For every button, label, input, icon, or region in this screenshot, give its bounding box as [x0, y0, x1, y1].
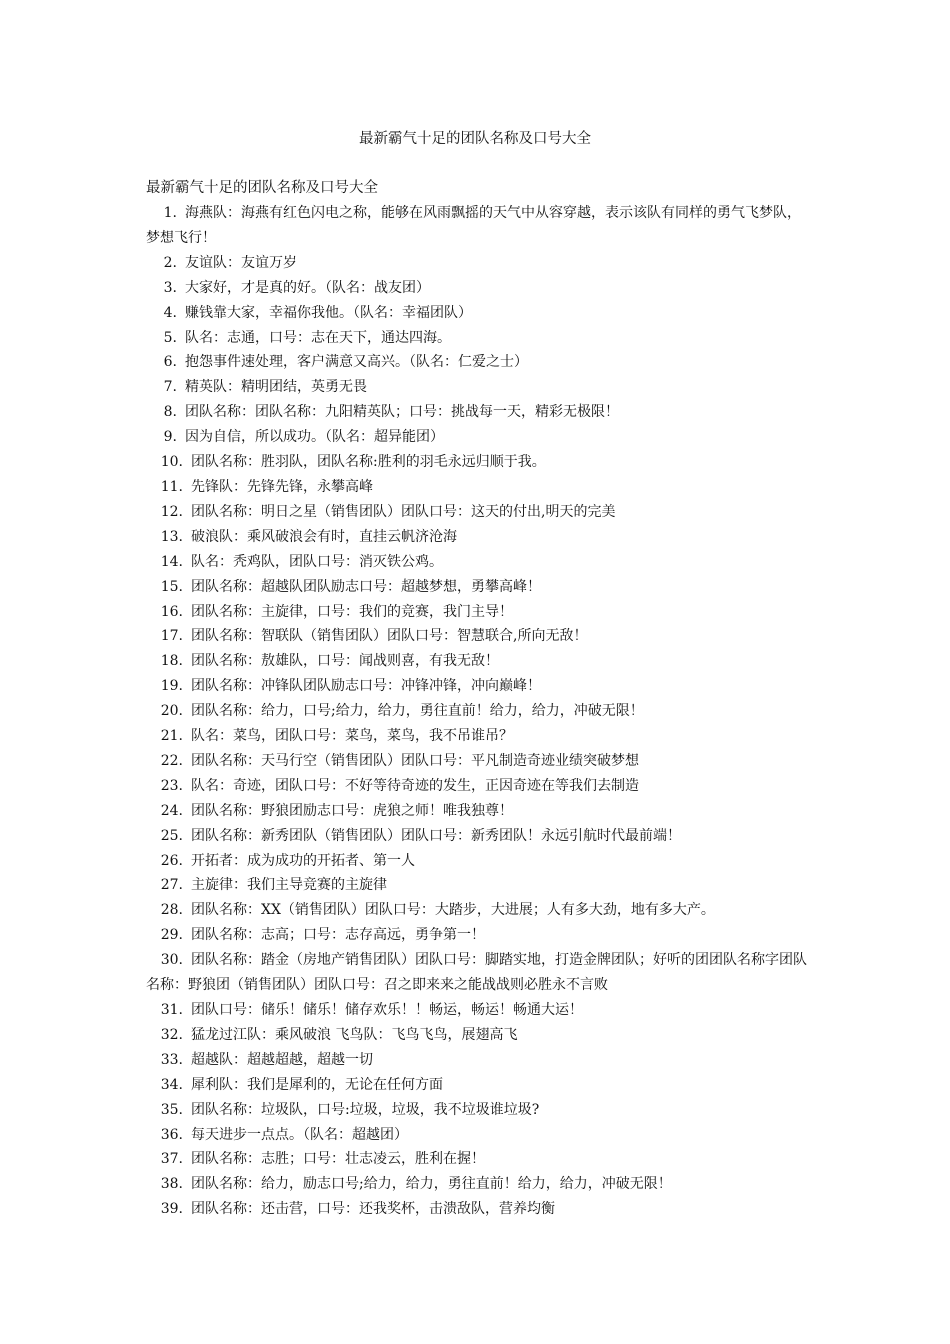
- list-item-number: 19.: [160, 678, 183, 695]
- list-item: [146, 1098, 811, 1123]
- list-item: [146, 699, 811, 724]
- list-item: [146, 600, 811, 625]
- list-item-number: 4.: [163, 304, 177, 321]
- list-item-number: 10.: [160, 454, 183, 471]
- list-item-number: 6.: [163, 354, 177, 371]
- list-item-number: 8.: [163, 404, 177, 421]
- list-item: [146, 624, 811, 649]
- list-item-text: 大家好，才是真的好。（队名：战友团）: [185, 279, 430, 296]
- list-item: [146, 1172, 811, 1197]
- list-item-text: 每天进步一点点。（队名：超越团）: [191, 1126, 408, 1143]
- list-item-text: 队名：奇迹，团队口号：不好等待奇迹的发生，正因奇迹在等我们去制造: [191, 777, 639, 794]
- list-item-text: 团队名称：新秀团队（销售团队）团队口号：新秀团队！永远引航时代最前端！: [191, 827, 681, 844]
- list-item: [146, 575, 811, 600]
- list-item-text: 猛龙过江队：乘风破浪 飞鸟队：飞鸟飞鸟，展翅高飞: [191, 1026, 518, 1043]
- list-item: [146, 649, 811, 674]
- list-item-number: 12.: [160, 503, 183, 520]
- list-item: [146, 301, 811, 326]
- list-item-number: 16.: [160, 603, 183, 620]
- list-item-text: 赚钱靠大家，幸福你我他。（队名：幸福团队）: [185, 304, 472, 321]
- list-item-text: 抱怨事件速处理，客户满意又高兴。（队名：仁爱之士）: [185, 354, 528, 371]
- list-item: [146, 550, 811, 575]
- list-item-number: 34.: [160, 1076, 183, 1093]
- list-item-text: 主旋律：我们主导竞赛的主旋律: [191, 877, 387, 894]
- list-item-text: 团队名称：给力，励志口号;给力，给力，勇往直前！给力，给力，冲破无限！: [191, 1176, 672, 1193]
- list-item-text: 团队名称：志胜；口号：壮志凌云，胜利在握！: [191, 1151, 485, 1168]
- slogan-list: [146, 201, 811, 1222]
- list-item: [146, 350, 811, 375]
- list-item-number: 20.: [160, 703, 183, 720]
- list-item-text: 队名：菜鸟，团队口号：菜鸟，菜鸟，我不吊谁吊？: [191, 728, 513, 745]
- list-item-number: 21.: [160, 728, 183, 745]
- list-item-number: 33.: [160, 1051, 183, 1068]
- list-item-text: 团队名称：超越队团队励志口号：超越梦想，勇攀高峰！: [191, 578, 541, 595]
- list-item: [146, 799, 811, 824]
- list-item-number: 38.: [160, 1176, 183, 1193]
- list-item-text: 精英队：精明团结，英勇无畏: [185, 379, 367, 396]
- list-item-text: 团队名称：胜羽队，团队名称:胜利的羽毛永远归顺于我。: [191, 454, 546, 471]
- list-item-text: 团队名称：踏金（房地产销售团队）团队口号：脚踏实地，打造金牌团队；好听的团团队名称字团队名称：野狼团（销售团队）团队口号：召之即来来之能战战则必胜永不言败: [146, 952, 807, 994]
- list-item-number: 22.: [160, 752, 183, 769]
- list-item-number: 36.: [160, 1126, 183, 1143]
- list-item-text: 团队名称：给力，口号;给力，给力，勇往直前！给力，给力，冲破无限！: [191, 703, 644, 720]
- list-item-number: 35.: [160, 1101, 183, 1118]
- list-item-text: 友谊队：友谊万岁: [185, 254, 297, 271]
- list-item: [146, 749, 811, 774]
- list-item-number: 13.: [160, 528, 183, 545]
- list-item: [146, 375, 811, 400]
- list-item-number: 30.: [160, 952, 183, 969]
- list-item-number: 15.: [160, 578, 183, 595]
- list-item-number: 18.: [160, 653, 183, 670]
- list-item-text: 团队名称：敖雄队，口号：闻战则喜，有我无敌！: [191, 653, 499, 670]
- list-item: [146, 873, 811, 898]
- list-item-text: 团队口号：储乐！储乐！储存欢乐！！畅运，畅运！畅通大运！: [191, 1002, 583, 1018]
- list-item: [146, 201, 811, 251]
- list-item: [146, 1197, 811, 1222]
- list-item-text: 海燕队：海燕有红色闪电之称，能够在风雨飘摇的天气中从容穿越，表示该队有同样的勇气飞梦队，梦想飞行！: [146, 205, 801, 246]
- list-item-number: 39.: [160, 1201, 183, 1218]
- list-item-number: 37.: [160, 1151, 183, 1168]
- list-item-text: 团队名称：天马行空（销售团队）团队口号：平凡制造奇迹业绩突破梦想: [191, 752, 639, 769]
- list-item: [146, 251, 811, 276]
- list-item: [146, 1147, 811, 1172]
- list-item: [146, 450, 811, 475]
- list-item-number: 26.: [160, 852, 183, 869]
- list-item: [146, 898, 811, 923]
- list-item-number: 27.: [160, 877, 183, 894]
- list-item-number: 7.: [163, 379, 177, 396]
- list-item: [146, 674, 811, 699]
- list-item: [146, 500, 811, 525]
- list-item-text: 团队名称：XX（销售团队）团队口号：大踏步，大进展；人有多大劲，地有多大产。: [191, 902, 715, 919]
- list-item-text: 队名：志通，口号：志在天下，通达四海。: [185, 329, 451, 346]
- list-item: [146, 849, 811, 874]
- list-item-number: 28.: [160, 902, 183, 919]
- list-item-text: 团队名称：智联队（销售团队）团队口号：智慧联合,所向无敌！: [191, 628, 588, 645]
- list-item: [146, 276, 811, 301]
- list-item: [146, 525, 811, 550]
- list-item: [146, 1048, 811, 1073]
- list-item-number: 32.: [160, 1026, 183, 1043]
- list-item: [146, 998, 811, 1023]
- list-item: [146, 475, 811, 500]
- list-item-text: 队名：秃鸡队，团队口号：消灭铁公鸡。: [191, 553, 443, 570]
- list-item-number: 29.: [160, 927, 183, 944]
- document-subtitle: 最新霸气十足的团队名称及口号大全: [146, 180, 378, 196]
- list-item-number: 9.: [163, 429, 177, 446]
- list-item-number: 3.: [163, 279, 177, 296]
- list-item-text: 团队名称：团队名称：九阳精英队；口号：挑战每一天，精彩无极限！: [185, 404, 619, 421]
- list-item: [146, 923, 811, 948]
- list-item-number: 24.: [160, 802, 183, 819]
- list-item: [146, 1023, 811, 1048]
- list-item-text: 团队名称：主旋律，口号：我们的竞赛，我门主导！: [191, 603, 513, 620]
- list-item-text: 因为自信，所以成功。（队名：超异能团）: [185, 429, 444, 446]
- list-item-text: 超越队：超越超越，超越一切: [191, 1051, 373, 1068]
- list-item-text: 团队名称：垃圾队，口号:垃圾，垃圾，我不垃圾谁垃圾?: [191, 1101, 540, 1118]
- list-item-number: 14.: [160, 553, 183, 570]
- list-item-text: 开拓者：成为成功的开拓者、第一人: [191, 852, 415, 869]
- list-item-number: 1.: [163, 205, 177, 221]
- list-item: [146, 1123, 811, 1148]
- list-item-number: 2.: [163, 254, 177, 271]
- list-item-text: 犀利队：我们是犀利的，无论在任何方面: [191, 1076, 443, 1093]
- list-item-number: 17.: [160, 628, 183, 645]
- list-item-number: 11.: [160, 478, 183, 495]
- list-item-number: 25.: [160, 827, 183, 844]
- list-item: [146, 326, 811, 351]
- list-item: [146, 400, 811, 425]
- list-item-number: 23.: [160, 777, 183, 794]
- list-item-number: 5.: [163, 329, 177, 346]
- list-item-number: 31.: [160, 1002, 183, 1018]
- list-item-text: 团队名称：冲锋队团队励志口号：冲锋冲锋，冲向巅峰！: [191, 678, 541, 695]
- list-item-text: 先锋队：先锋先锋，永攀高峰: [191, 478, 373, 495]
- list-item: [146, 724, 811, 749]
- list-item-text: 团队名称：还击营，口号：还我奖杯，击溃敌队，营养均衡: [191, 1201, 555, 1218]
- list-item-text: 团队名称：野狼团励志口号：虎狼之师！唯我独尊！: [191, 802, 513, 819]
- list-item: [146, 948, 811, 998]
- list-item-text: 破浪队：乘风破浪会有时，直挂云帆济沧海: [191, 528, 457, 545]
- list-item-text: 团队名称：志高；口号：志存高远，勇争第一！: [191, 927, 485, 944]
- list-item: [146, 425, 811, 450]
- list-item: [146, 1073, 811, 1098]
- list-item: [146, 824, 811, 849]
- list-item-text: 团队名称：明日之星（销售团队）团队口号：这天的付出,明天的完美: [191, 503, 616, 520]
- list-item: [146, 774, 811, 799]
- page-title: 最新霸气十足的团队名称及口号大全: [359, 131, 591, 147]
